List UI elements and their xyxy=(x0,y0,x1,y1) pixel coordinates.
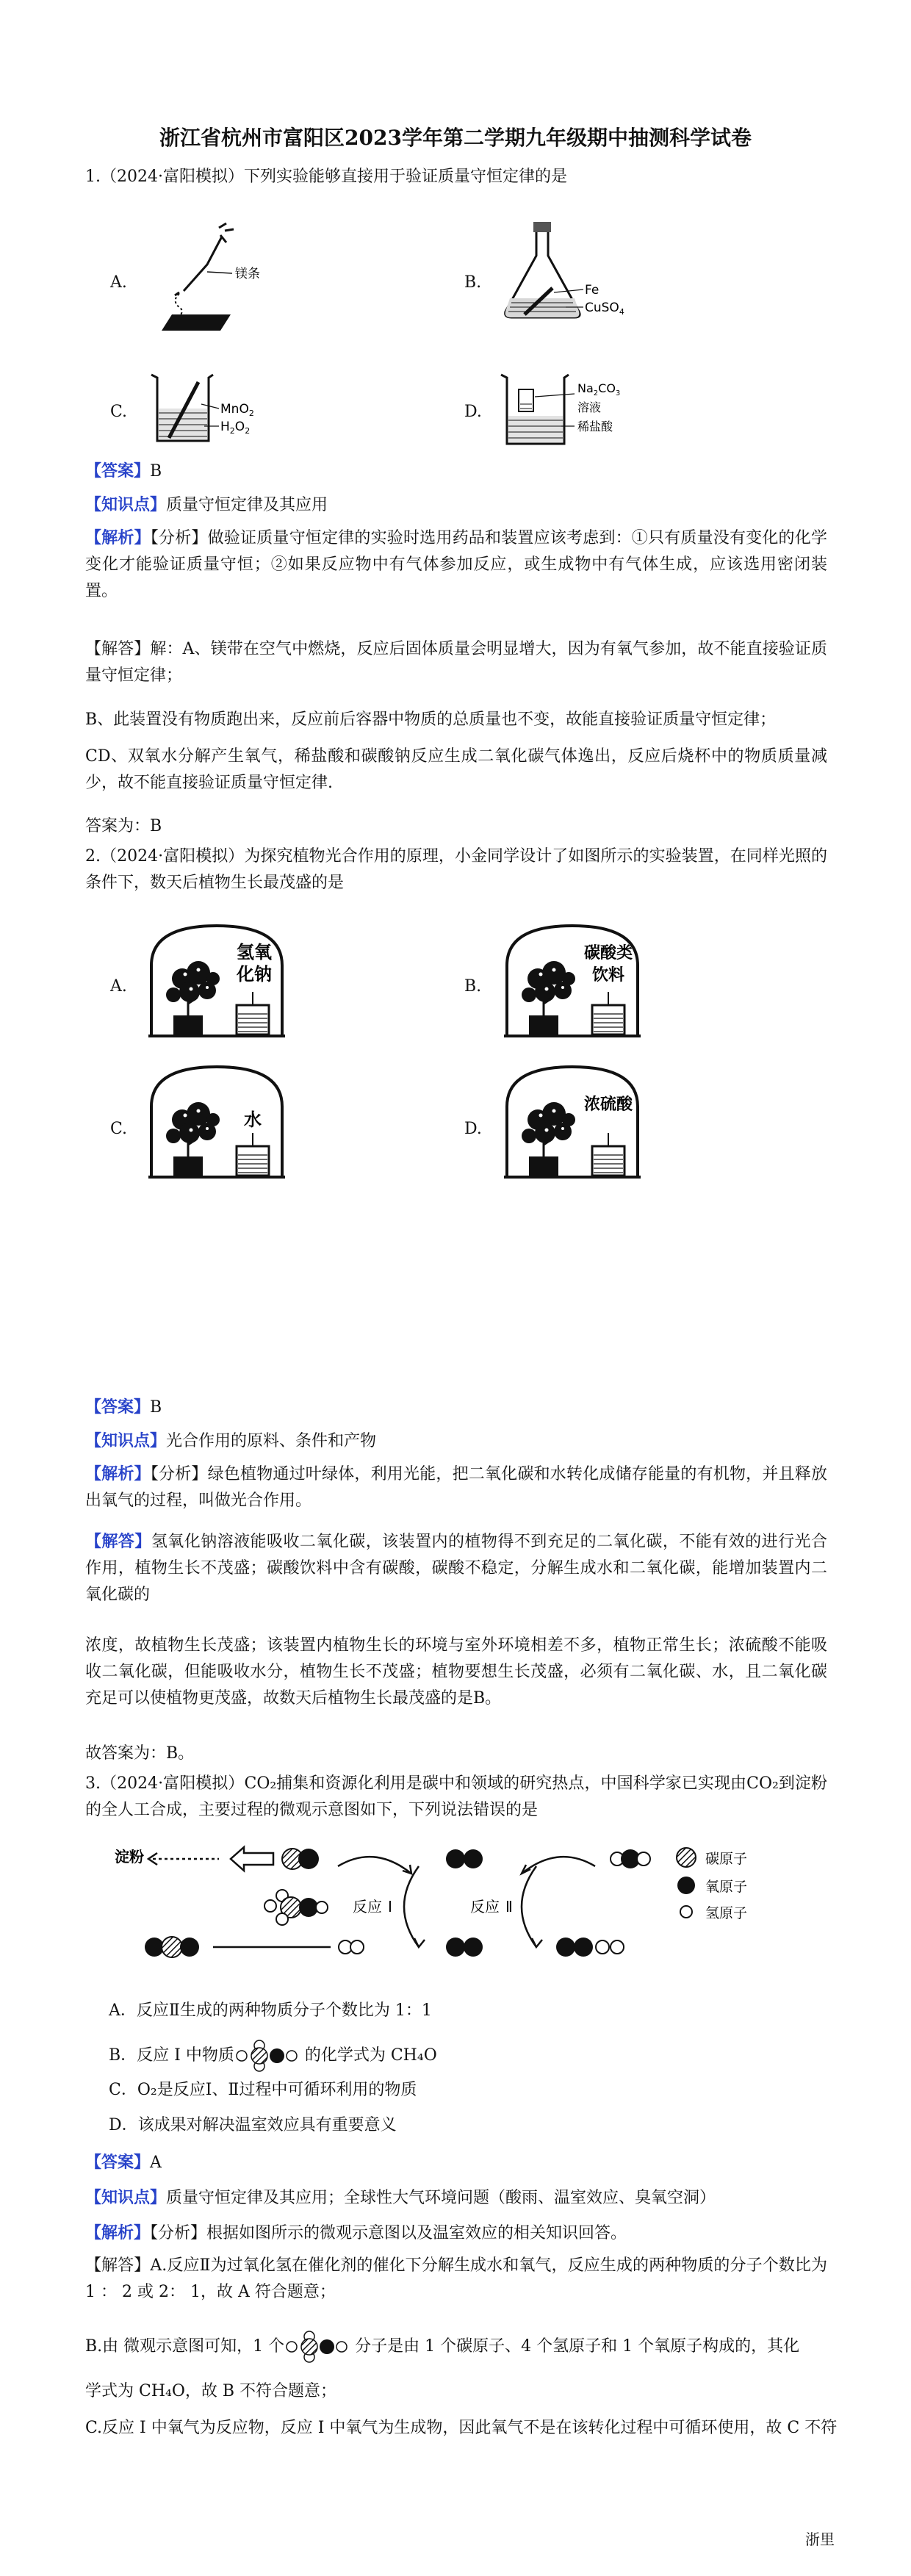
q1-analysis: 【解析】【分析】做验证质量守恒定律的实验时选用药品和装置应该考虑到：①只有质量没有变化的化学变化才能验证质量守恒；②如果反应物中有气体参加反应，或生成物中有气体生成，应该选用密闭装置。 xyxy=(85,528,827,600)
page-footer: 浙里 xyxy=(805,2530,835,2548)
ch4o-molecule-icon xyxy=(234,2040,305,2072)
label-starch: 淀粉 xyxy=(115,1848,144,1866)
q2-option-c[interactable]: C. xyxy=(110,1120,128,1138)
label-soda-2: 饮料 xyxy=(591,966,625,985)
q1-final-answer: 答案为：B xyxy=(85,817,162,835)
q2-solution-cont: 浓度，故植物生长茂盛；该装置内植物生长的环境与室外环境相差不多，植物正常生长；浓硫酸不能吸收二氧化碳，但能吸收水分，植物生长不茂盛；植物要想生长茂盛，必须有二氧化碳、水，且二氧化碳充足可以使植物更茂盛，故数天后植物生长最茂盛的是B。 xyxy=(85,1636,827,1708)
label-soda-1: 碳酸类 xyxy=(583,944,633,963)
q1-figure-d xyxy=(497,367,658,456)
q2-option-b[interactable]: B. xyxy=(464,977,482,996)
q2-knowledge-point: 【知识点】光合作用的原料、条件和产物 xyxy=(85,1431,377,1450)
q3-option-b[interactable]: B．反应 I 中物质 的化学式为 CH₄O xyxy=(109,2040,437,2072)
legend-hydrogen: 氢原子 xyxy=(705,1905,748,1921)
q3-option-d[interactable]: D．该成果对解决温室效应具有重要意义 xyxy=(109,2116,397,2134)
q1-stem: 1.（2024·富阳模拟）下列实验能够直接用于验证质量守恒定律的是 xyxy=(85,168,567,186)
q2-figure-c xyxy=(147,1062,287,1180)
label-h2o2: $H_2O_2$ xyxy=(220,420,251,436)
q2-stem: 2.（2024·富阳模拟）为探究植物光合作用的原理，小金同学设计了如图所示的实验装置，在同样光照的条件下，数天后植物生长最茂盛的是 xyxy=(85,847,827,892)
q2-answer: 【答案】B xyxy=(85,1397,162,1417)
q1-option-b[interactable]: B. xyxy=(464,273,482,292)
label-solution: 溶液 xyxy=(577,400,602,414)
q2-final-answer: 故答案为：B。 xyxy=(85,1744,195,1763)
ch4o-molecule-icon xyxy=(284,2331,355,2363)
q1-option-a[interactable]: A. xyxy=(110,273,127,292)
q2-solution: 【解答】氢氧化钠溶液能吸收二氧化碳，该装置内的植物得不到充足的二氧化碳，不能有效的进行光合作用，植物生长不茂盛；碳酸饮料中含有碳酸，碳酸不稳定，分解生成水和二氧化碳，能增加装置内二氧化碳的 xyxy=(85,1532,827,1604)
label-reaction-2: 反应 Ⅱ xyxy=(470,1898,513,1915)
q1-solution-cd: CD、双氧水分解产生氧气，稀盐酸和碳酸钠反应生成二氧化碳气体逸出，反应后烧杯中的物质质量减少，故不能直接验证质量守恒定律. xyxy=(85,747,827,792)
q3-option-a[interactable]: A．反应Ⅱ生成的两种物质分子个数比为 1：1 xyxy=(109,2001,432,2020)
q3-knowledge-point: 【知识点】质量守恒定律及其应用；全球性大气环境问题（酸雨、温室效应、臭氧空洞） xyxy=(85,2188,716,2207)
q3-answer: 【答案】A xyxy=(85,2153,162,2172)
q3-option-c[interactable]: C．O₂是反应Ⅰ、Ⅱ过程中可循环利用的物质 xyxy=(109,2081,417,2099)
q1-option-d[interactable]: D. xyxy=(464,403,482,421)
q3-reaction-figure xyxy=(110,1837,815,1969)
q2-figure-a xyxy=(147,921,287,1039)
label-water: 水 xyxy=(244,1109,262,1130)
label-fe: Fe xyxy=(585,283,599,298)
q1-figure-a xyxy=(154,220,287,338)
q2-figure-b xyxy=(503,921,642,1039)
q1-knowledge-point: 【知识点】质量守恒定律及其应用 xyxy=(85,495,328,514)
q3-analysis: 【解析】【分析】根据如图所示的微观示意图以及温室效应的相关知识回答。 xyxy=(85,2223,627,2242)
q1-figure-b xyxy=(492,217,639,328)
label-na2co3: $Na_2CO_3$ xyxy=(577,381,621,397)
q1-answer: 【答案】B xyxy=(85,461,162,481)
q1-option-c[interactable]: C. xyxy=(110,403,128,421)
q2-option-a[interactable]: A. xyxy=(110,977,127,996)
legend-carbon: 碳原子 xyxy=(705,1851,748,1867)
q3-solution: 【解答】A.反应Ⅱ为过氧化氢在催化剂的催化下分解生成水和氧气，反应生成的两种物质的分子个数比为 1 ： 2 或 2： 1，故 A 符合题意； xyxy=(85,2256,827,2301)
q1-solution-b: B、此装置没有物质跑出来，反应前后容器中物质的总质量也不变，故能直接验证质量守恒定律； xyxy=(85,710,777,729)
label-mno2: MnO$_2$ xyxy=(220,402,254,418)
q3-solution-b-cont: 学式为 CH₄O，故 B 不符合题意； xyxy=(85,2382,337,2400)
q1-solution: 【解答】解：A、镁带在空气中燃烧，反应后固体质量会明显增大，因为有氧气参加，故不能直接验证质量守恒定律； xyxy=(85,640,827,685)
q3-solution-c: C.反应 I 中氧气为反应物，反应 I 中氧气为生成物，因此氧气不是在该转化过程中可循环使用，故 C 不符 xyxy=(85,2419,838,2437)
q3-stem: 3.（2024·富阳模拟）CO₂捕集和资源化利用是碳中和领域的研究热点，中国科学家已实现由CO₂到淀粉的全人工合成，主要过程的微观示意图如下，下列说法错误的是 xyxy=(85,1774,827,1819)
page-title: 浙江省杭州市富阳区2023学年第二学期九年级期中抽测科学试卷 xyxy=(159,126,752,150)
label-conc-h2so4: 浓硫酸 xyxy=(583,1095,633,1114)
label-naoh-2: 化钠 xyxy=(237,964,272,985)
label-reaction-1: 反应 Ⅰ xyxy=(353,1898,392,1915)
legend-oxygen: 氧原子 xyxy=(705,1879,748,1895)
q2-option-d[interactable]: D. xyxy=(464,1120,482,1138)
label-naoh-1: 氢氧 xyxy=(237,942,272,963)
label-dilute-hcl: 稀盐酸 xyxy=(577,420,613,433)
label-mg-strip: 镁条 xyxy=(235,267,260,281)
label-cuso4: CuSO$_4$ xyxy=(585,301,624,317)
q1-figure-c xyxy=(147,367,294,448)
q3-solution-b: B.由 微观示意图可知，1 个 分子是由 1 个碳原子、4 个氢原子和 1 个氧原子构成的，其化 xyxy=(85,2331,799,2363)
q2-analysis: 【解析】【分析】绿色植物通过叶绿体，利用光能，把二氧化碳和水转化成储存能量的有机物，并且释放出氧气的过程，叫做光合作用。 xyxy=(85,1464,827,1510)
q2-figure-d xyxy=(503,1062,642,1180)
